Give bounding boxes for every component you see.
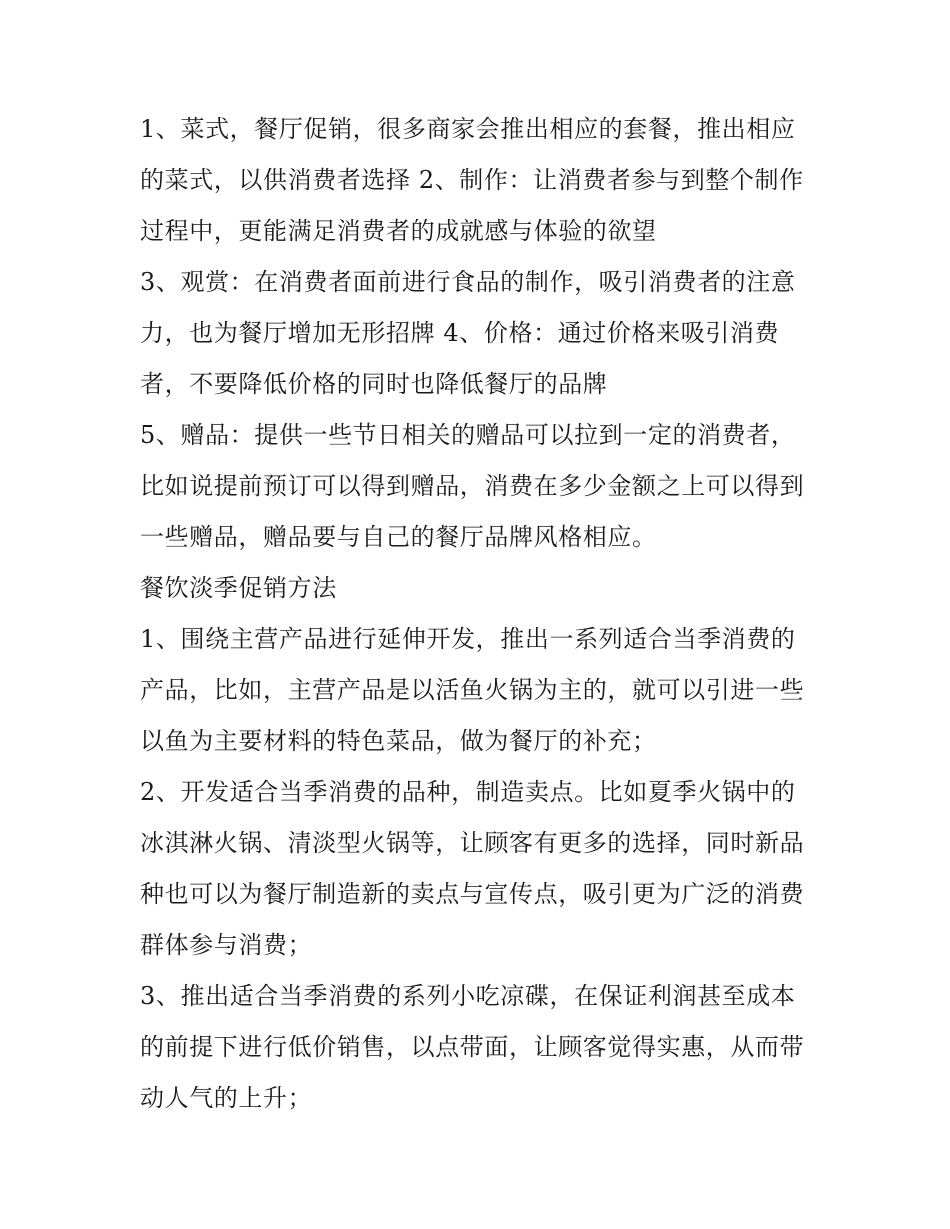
text-line: 者，不要降低价格的同时也降低餐厅的品牌 xyxy=(140,370,608,398)
paragraph-dishes-production xyxy=(140,104,820,257)
text-line: 一些赠品，赠品要与自己的餐厅品牌风格相应。 xyxy=(140,523,657,551)
text-line: 3、观赏：在消费者面前进行食品的制作，吸引消费者的注意 xyxy=(140,268,796,296)
heading-line: 餐饮淡季促销方法 xyxy=(140,574,337,602)
text-line: 群体参与消费； xyxy=(140,931,313,959)
text-line: 2、开发适合当季消费的品种，制造卖点。比如夏季火锅中的 xyxy=(140,778,796,806)
paragraph-seasonal-varieties xyxy=(140,767,820,971)
section-heading xyxy=(140,563,820,614)
text-line: 力，也为餐厅增加无形招牌 4、价格：通过价格来吸引消费 xyxy=(140,319,780,347)
text-line: 5、赠品：提供一些节日相关的赠品可以拉到一定的消费者， xyxy=(140,421,796,449)
text-line: 冰淇淋火锅、清淡型火锅等，让顾客有更多的选择，同时新品 xyxy=(140,829,805,857)
document-body xyxy=(140,104,820,1124)
paragraph-viewing-price xyxy=(140,257,820,410)
text-line: 过程中，更能满足消费者的成就感与体验的欲望 xyxy=(140,217,657,245)
text-line: 1、围绕主营产品进行延伸开发，推出一系列适合当季消费的 xyxy=(140,625,796,653)
text-line: 动人气的上升； xyxy=(140,1084,313,1112)
text-line: 以鱼为主要材料的特色菜品，做为餐厅的补充； xyxy=(140,727,657,755)
text-line: 1、菜式，餐厅促销，很多商家会推出相应的套餐，推出相应 xyxy=(140,115,796,143)
text-line: 的前提下进行低价销售，以点带面，让顾客觉得实惠，从而带 xyxy=(140,1033,805,1061)
paragraph-snacks-cold-dishes xyxy=(140,971,820,1124)
paragraph-extend-products xyxy=(140,614,820,767)
text-line: 种也可以为餐厅制造新的卖点与宣传点，吸引更为广泛的消费 xyxy=(140,880,805,908)
text-line: 产品，比如，主营产品是以活鱼火锅为主的，就可以引进一些 xyxy=(140,676,805,704)
text-line: 3、推出适合当季消费的系列小吃凉碟，在保证利润甚至成本 xyxy=(140,982,796,1010)
paragraph-gifts xyxy=(140,410,820,563)
text-line: 的菜式，以供消费者选择 2、制作：让消费者参与到整个制作 xyxy=(140,166,804,194)
text-line: 比如说提前预订可以得到赠品，消费在多少金额之上可以得到 xyxy=(140,472,805,500)
